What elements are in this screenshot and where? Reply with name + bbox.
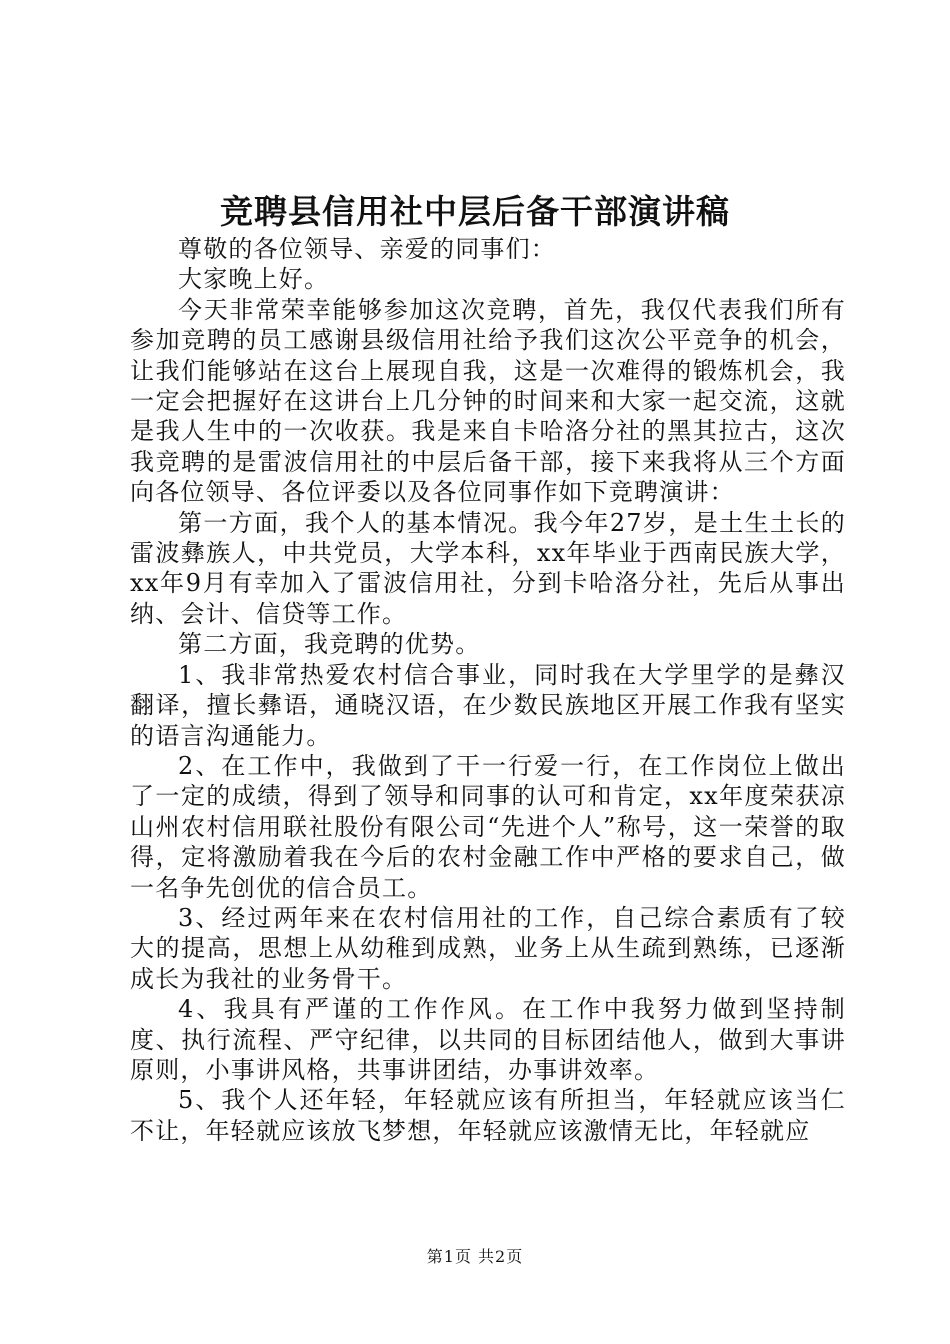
paragraph-advantage-1: 1、我非常热爱农村信合事业，同时我在大学里学的是彝汉翻译，擅长彝语，通晓汉语，在少数民族地区开展工作我有坚实的语言沟通能力。 <box>130 660 846 750</box>
paragraph-advantage-2: 2、在工作中，我做到了干一行爱一行，在工作岗位上做出了一定的成绩，得到了领导和同事的认可和肯定，xx年度荣获凉山州农村信用联社股份有限公司“先进个人”称号，这一荣誉的取得，定将激励着我在今后的农村金融工作中严格的要求自己，做一名争先创优的信合员工。 <box>130 751 846 902</box>
paragraph-advantage-4: 4、我具有严谨的工作作风。在工作中我努力做到坚持制度、执行流程、严守纪律，以共同的目标团结他人，做到大事讲原则，小事讲风格，共事讲团结，办事讲效率。 <box>130 995 846 1084</box>
page-footer: 第1页 共2页 <box>426 1247 524 1266</box>
paragraph-advantage-5: 5、我个人还年轻，年轻就应该有所担当，年轻就应该当仁不让，年轻就应该放飞梦想，年轻就应该激情无比，年轻就应 <box>130 1086 846 1145</box>
paragraph-intro: 今天非常荣幸能够参加这次竞聘，首先，我仅代表我们所有参加竞聘的员工感谢县级信用社给予我们这次公平竞争的机会，让我们能够站在这台上展现自我，这是一次难得的锻炼机会，我一定会把握好在这讲台上几分钟的时间来和大家一起交流，这就是我人生中的一次收获。我是来自卡哈洛分社的黑其拉古，这次我竞聘的是雷波信用社的中层后备干部，接下来我将从三个方面向各位领导、各位评委以及各位同事作如下竞聘演讲： <box>130 295 846 507</box>
salutation: 尊敬的各位领导、亲爱的同事们： <box>178 235 556 263</box>
paragraph-basic-info: 第一方面，我个人的基本情况。我今年27岁，是土生土长的雷波彝族人，中共党员，大学本科，xx年毕业于西南民族大学，xx年9月有幸加入了雷波信用社，分到卡哈洛分社，先后从事出纳、会计、信贷等工作。 <box>130 508 846 628</box>
paragraph-advantages-heading: 第二方面，我竞聘的优势。 <box>178 630 481 659</box>
document-body <box>130 234 846 1146</box>
document-title: 竞聘县信用社中层后备干部演讲稿 <box>220 192 730 231</box>
paragraph-advantage-3: 3、经过两年来在农村信用社的工作，自己综合素质有了较大的提高，思想上从幼稚到成熟，业务上从生疏到熟练，已逐渐成长为我社的业务骨干。 <box>130 903 846 993</box>
greeting: 大家晚上好。 <box>178 265 330 294</box>
